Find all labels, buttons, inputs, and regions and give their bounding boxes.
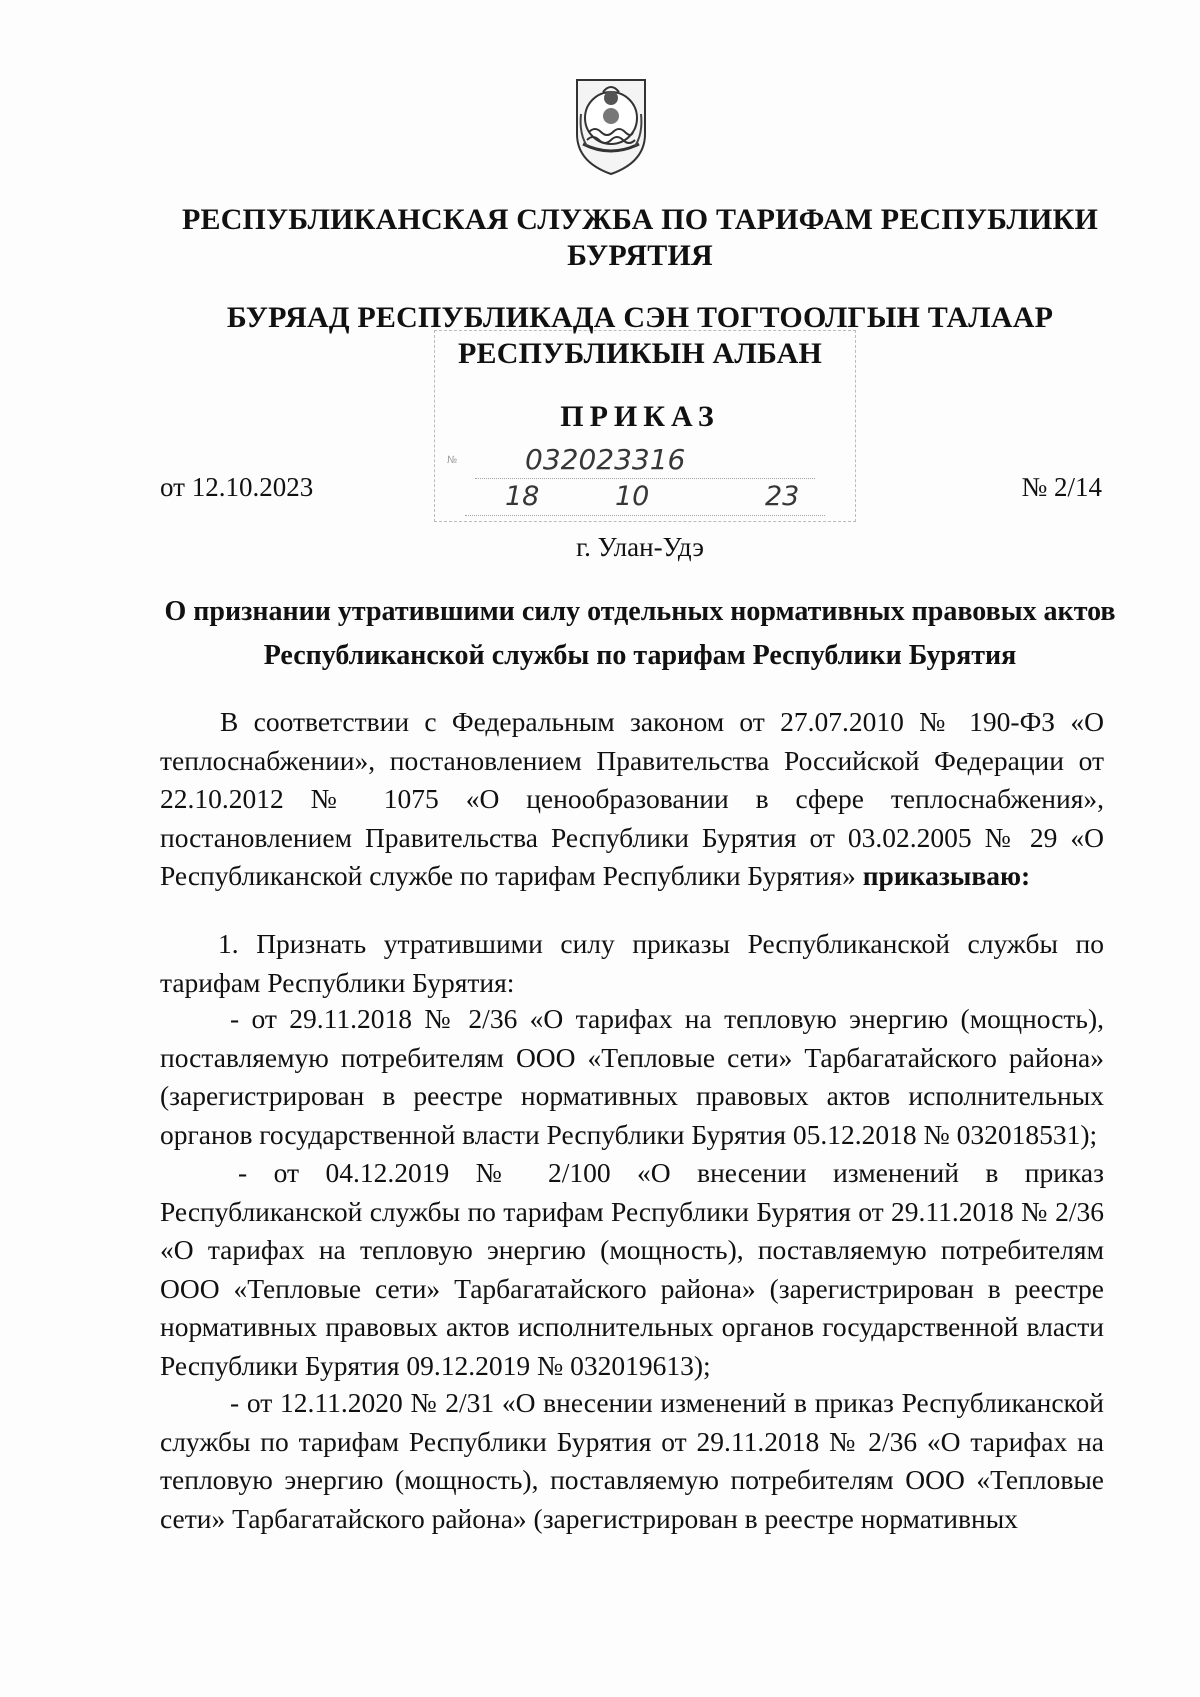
clause-1-paragraph: 1. Признать утратившими силу приказы Республиканской службы по тарифам Республики Бурятия: [160,928,1104,998]
repealed-order-item-3: - от 12.11.2020 № 2/31 «О внесении изменений в приказ Республиканской службы по тарифам Республики Бурятия от 29.11.2018 № 2/36 «О тарифах на тепловую энергию (мощность), поставляемую потребителям ООО «Тепловые сети» Тарбагатайского района» (зарегистрирован в реестре нормативных [160,1387,1104,1534]
agency-name-buryat: БУРЯАД РЕСПУБЛИКАДА СЭН ТОГТООЛГЫН ТАЛААР РЕСПУБЛИКЫН АЛБАН [226,301,1054,370]
document-type: ПРИКАЗ [560,400,720,433]
repealed-order-item-2: - от 04.12.2019 № 2/100 «О внесении изменений в приказ Республиканской службы по тарифам Республики Бурятия от 29.11.2018 № 2/36 «О тарифах на тепловую энергию (мощность), поставляемую потребителям ООО «Тепловые сети» Тарбагатайского района» (зарегистрирован в реестре нормативных правовых актов исполнительных органов государственной власти Республики Бурятия 09.12.2019 № 032019613); [160,1157,1104,1381]
stamp-number-sign: № [447,455,458,466]
stamp-year: 23 [765,481,800,512]
coat-of-arms-emblem [569,74,653,178]
stamp-month: 10 [615,481,650,512]
repealed-order-item-1: - от 29.11.2018 № 2/36 «О тарифах на тепловую энергию (мощность), поставляемую потребителям ООО «Тепловые сети» Тарбагатайского района» (зарегистрирован в реестре нормативных правовых актов исполнительных органов государственной власти Республики Бурятия 05.12.2018 № 032018531); [160,1003,1104,1150]
stamp-day: 18 [505,481,540,512]
document-title: О признании утратившими силу отдельных нормативных правовых актов Республиканской службы по тарифам Республики Бурятия [164,596,1116,671]
order-date: от 12.10.2023 [160,472,314,502]
order-number: № 2/14 [1021,472,1102,502]
preamble-paragraph [160,703,1104,896]
stamp-registration-number: 032023316 [475,443,815,479]
preamble-directive: приказываю: [862,860,1031,891]
preamble-text: В соответствии с Федеральным законом от 27.07.2010 № 190-ФЗ «О теплоснабжении», постановлением Правительства Российской Федерации от 22.10.2012 № 1075 «О ценообразовании в сфере теплоснабжения», постановлением Правительства Республики Бурятия от 03.02.2005 № 29 «О Республиканской службе по тарифам Республики Бурятия» [160,706,1104,891]
stamp-registration-date [465,481,825,516]
order-city: г. Улан-Удэ [576,532,704,562]
agency-name-russian: РЕСПУБЛИКАНСКАЯ СЛУЖБА ПО ТАРИФАМ РЕСПУБЛИКИ БУРЯТИЯ [181,203,1099,272]
